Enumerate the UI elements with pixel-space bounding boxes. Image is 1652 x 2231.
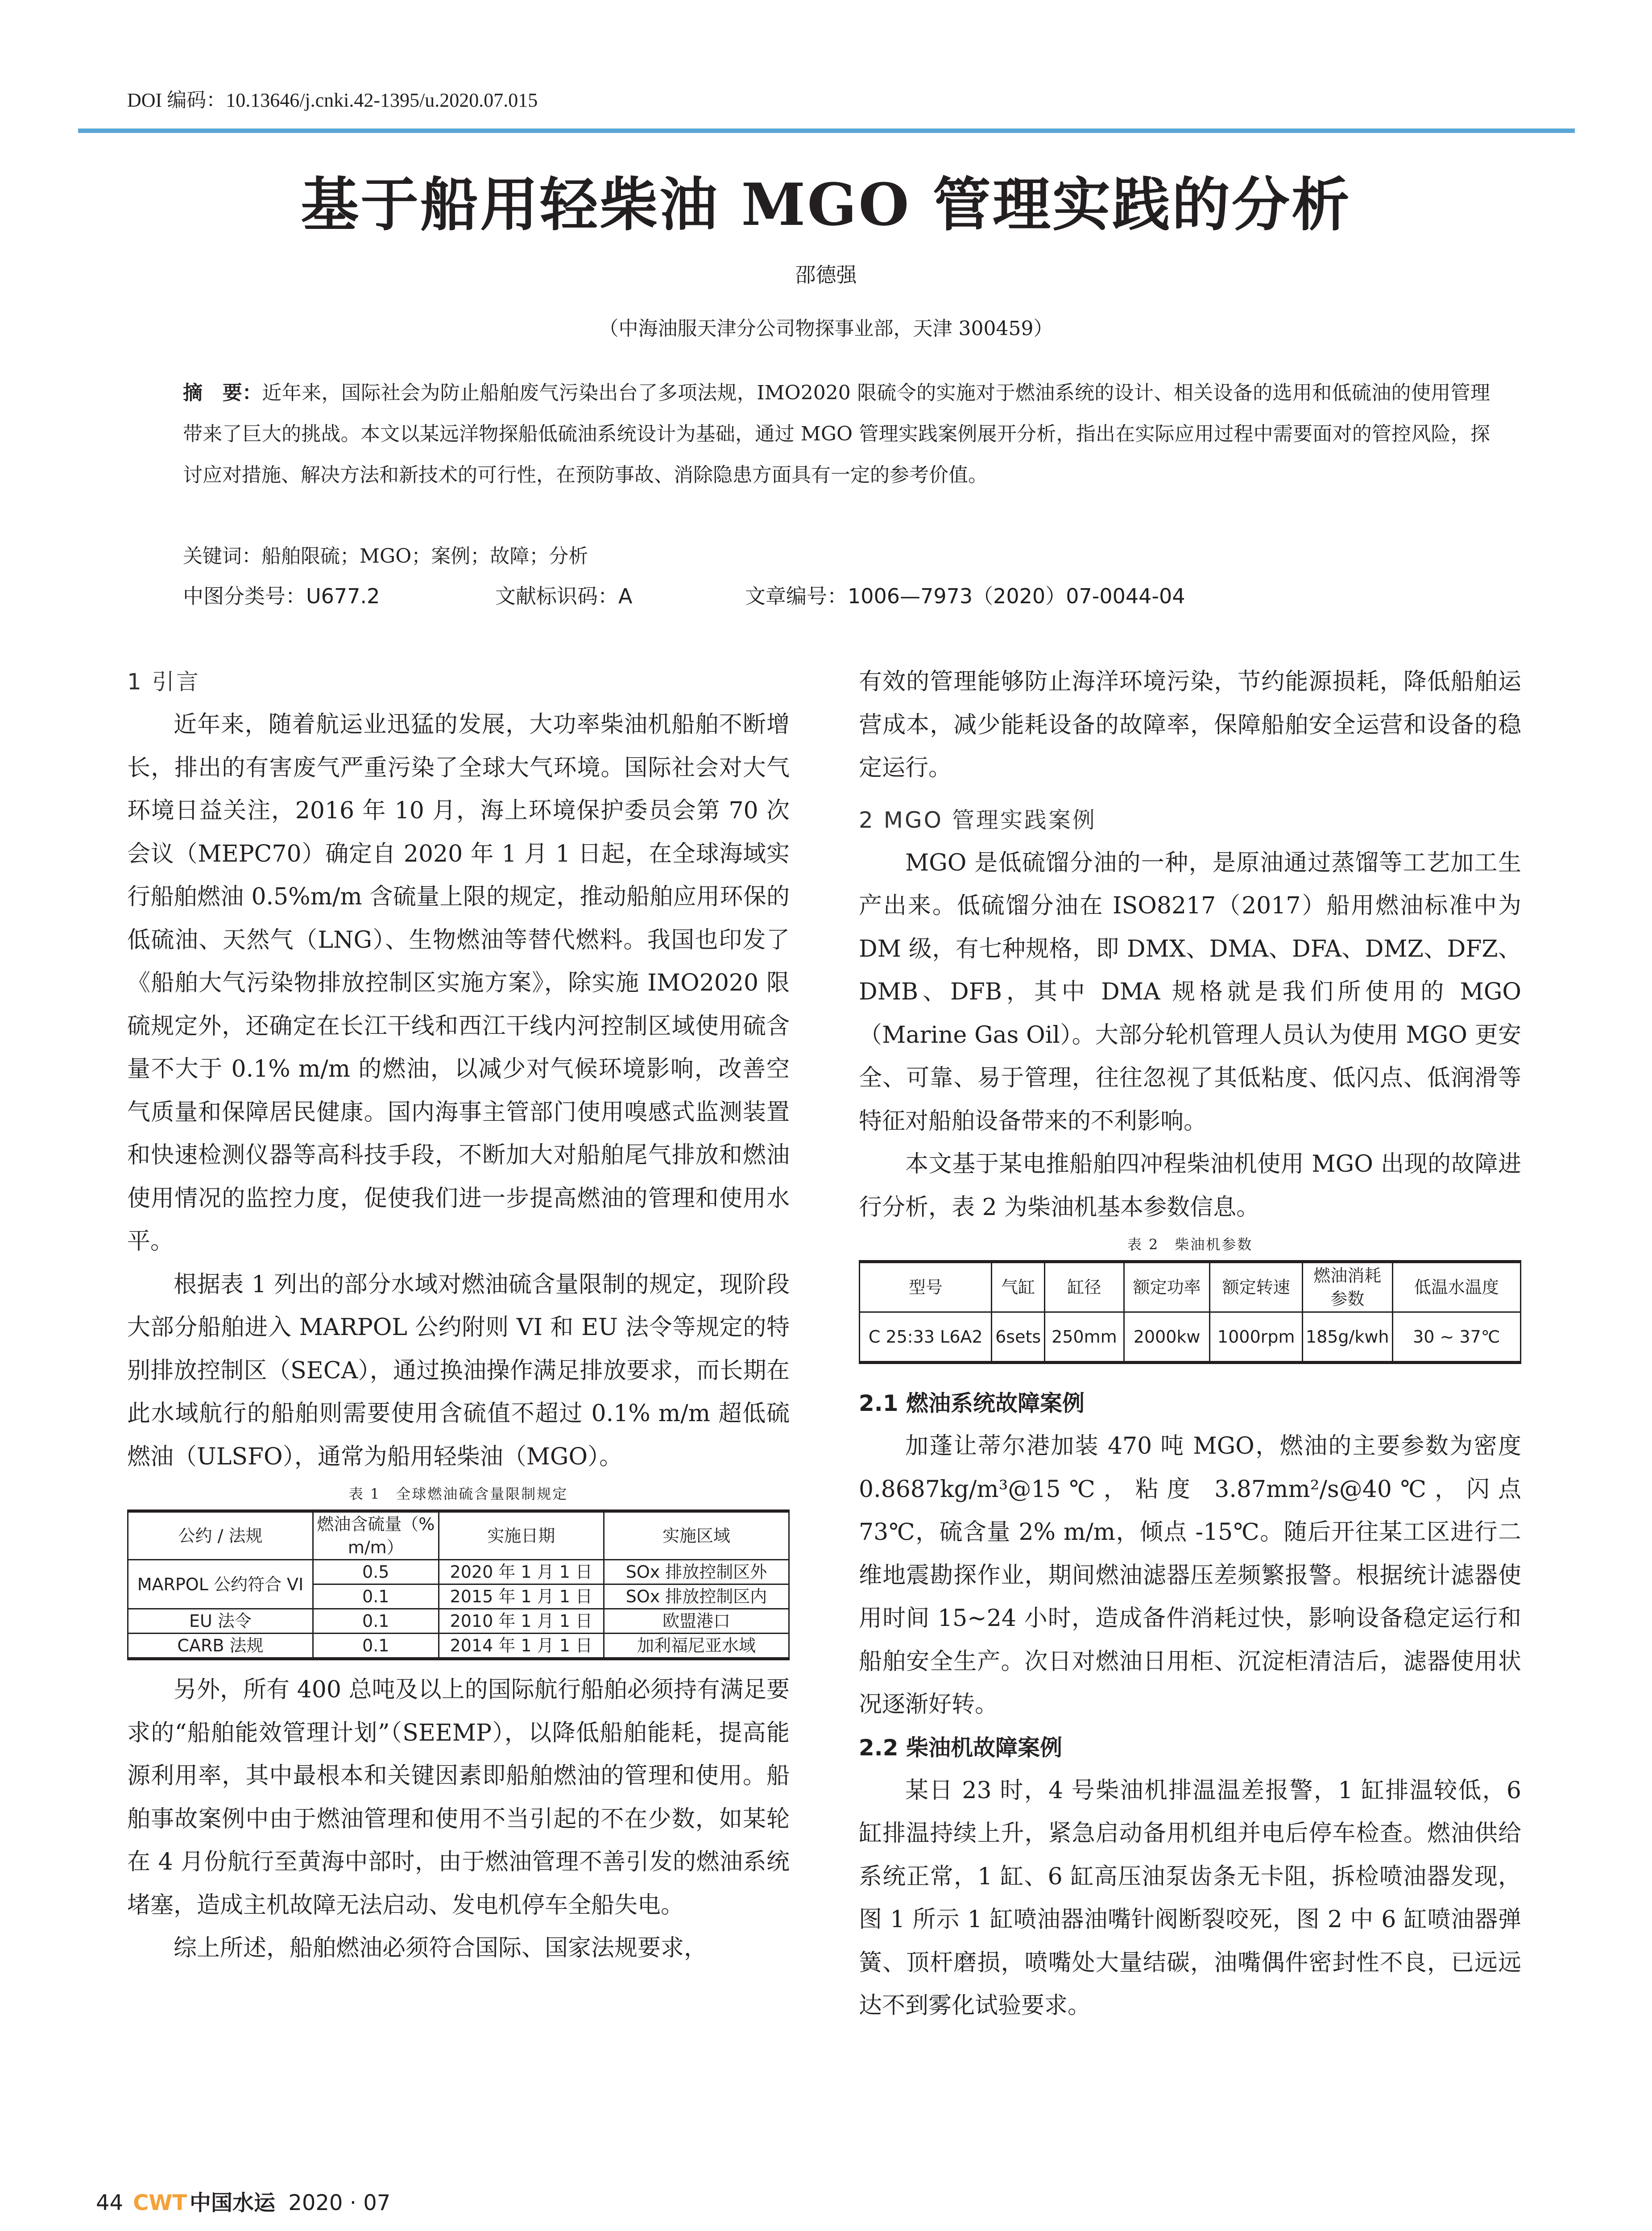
- table2-cell: 185g/kwh: [1302, 1312, 1392, 1363]
- table1-cell: 0.1: [313, 1634, 439, 1659]
- doi-line: DOI 编码：10.13646/j.cnki.42-1395/u.2020.07.015: [127, 89, 538, 111]
- table2-cell: 1000rpm: [1210, 1312, 1302, 1363]
- document-code: 文献标识码：A: [495, 584, 633, 608]
- table1-cell: EU 法令: [128, 1609, 313, 1634]
- section-heading-intro: 1 引言: [127, 669, 200, 695]
- table1-cell: 加利福尼亚水域: [604, 1634, 789, 1659]
- table2-cell: 6sets: [992, 1312, 1045, 1363]
- table2-header: 型号: [860, 1262, 992, 1312]
- section-heading-mgo: 2 MGO 管理实践案例: [859, 807, 1097, 833]
- table2-header: 额定功率: [1124, 1262, 1210, 1312]
- journal-logo-cwt: CWT: [133, 2190, 187, 2215]
- table1-cell: 2020 年 1 月 1 日: [439, 1560, 604, 1584]
- subsection-heading-engine: 2.2 柴油机故障案例: [859, 1734, 1062, 1761]
- journal-name: 中国水运: [190, 2190, 276, 2215]
- affiliation: （中海油服天津分公司物探事业部，天津 300459）: [599, 317, 1053, 340]
- intro-paragraph-1: 近年来，随着航运业迅猛的发展，大功率柴油机船舶不断增长，排出的有害废气严重污染了全球大气环境。国际社会对大气环境日益关注，2016 年 10 月，海上环境保护委员会第 70 次会议（MEPC70）确定自 2020 年 1 月 1 日起，在全球海域实行船舶燃油 0.5%m/m 含硫量上限的规定，推动船舶应用环保的低硫油、天然气（LNG）、生物燃油等替代燃料。我国也印发了《船舶大气污染物排放控制区实施方案》，除实施 IMO2020 限硫规定外，还确定在长江干线和西江干线内河控制区域使用硫含量不大于 0.1% m/m 的燃油，以减少对气候环境影响，改善空气质量和保障居民健康。国内海事主管部门使用嗅感式监测装置和快速检测仪器等高科技手段，不断加大对船舶尾气排放和燃油使用情况的监控力度，促使我们进一步提高燃油的管理和使用水平。: [127, 711, 790, 1255]
- table1-header: 实施日期: [439, 1511, 604, 1560]
- paper-title: 基于船用轻柴油 MGO 管理实践的分析: [301, 170, 1351, 239]
- table1-header: 燃油含硫量（% m/m）: [313, 1511, 439, 1560]
- table1-sulfur-limits: [127, 1509, 790, 1660]
- clc-number: 中图分类号：U677.2: [183, 584, 380, 608]
- table2-header: 缸径: [1044, 1262, 1124, 1312]
- table1-cell: SOx 排放控制区内: [604, 1584, 789, 1609]
- table1-cell: MARPOL 公约符合 VI: [128, 1560, 313, 1609]
- intro-paragraph-continued: 有效的管理能够防止海洋环境污染，节约能源损耗，降低船舶运营成本，减少能耗设备的故障率，保障船舶安全运营和设备的稳定运行。: [859, 668, 1521, 781]
- table2-cell: 250mm: [1044, 1312, 1124, 1363]
- journal-issue: 2020 · 07: [288, 2190, 391, 2215]
- table1-cell: CARB 法规: [128, 1634, 313, 1659]
- table2-engine-params: [859, 1260, 1521, 1364]
- right-column: [859, 660, 1521, 2028]
- table2-cell: C 25:33 L6A2: [860, 1312, 992, 1363]
- table1-cell: 0.1: [313, 1609, 439, 1634]
- keywords-label: 关键词：: [183, 545, 261, 568]
- subsection-heading-fuel-system: 2.1 燃油系统故障案例: [859, 1390, 1085, 1416]
- classification-meta: [183, 580, 1477, 610]
- header-rule: [78, 129, 1575, 133]
- author-name: 邵德强: [795, 263, 857, 287]
- table2-cell: 2000kw: [1124, 1312, 1210, 1363]
- left-column: [127, 660, 790, 1970]
- abstract-text: 近年来，国际社会为防止船舶废气污染出台了多项法规，IMO2020 限硫令的实施对于燃油系统的设计、相关设备的选用和低硫油的使用管理带来了巨大的挑战。本文以某远洋物探船低硫油系统设计为基础，通过 MGO 管理实践案例展开分析，指出在实际应用过程中需要面对的管控风险，探讨应对措施、解决方法和新技术的可行性，在预防事故、消除隐患方面具有一定的参考价值。: [183, 382, 1491, 486]
- table1-cell: 0.1: [313, 1584, 439, 1609]
- page-number: 44: [96, 2190, 124, 2215]
- intro-paragraph-4: 综上所述，船舶燃油必须符合国际、国家法规要求，: [174, 1935, 708, 1961]
- engine-paragraph: 某日 23 时，4 号柴油机排温温差报警，1 缸排温较低，6 缸排温持续上升，紧急启动备用机组并电后停车检查。燃油供给系统正常，1 缸、6 缸高压油泵齿条无卡阻，拆检喷油器发现，图 1 所示 1 缸喷油器油嘴针阀断裂咬死，图 2 中 6 缸喷油器弹簧、顶杆磨损，喷嘴处大量结碳，油嘴偶件密封性不良，已远远达不到雾化试验要求。: [859, 1777, 1521, 2019]
- table2-caption: 表 2 柴油机参数: [1127, 1236, 1253, 1253]
- keywords-text: 船舶限硫；MGO；案例；故障；分析: [261, 545, 588, 568]
- intro-paragraph-2: 根据表 1 列出的部分水域对燃油硫含量限制的规定，现阶段大部分船舶进入 MARPOL 公约附则 VI 和 EU 法令等规定的特别排放控制区（SECA），通过换油操作满足排放要求，而长期在此水域航行的船舶则需要使用含硫值不超过 0.1% m/m 超低硫燃油（ULSFO），通常为船用轻柴油（MGO）。: [127, 1271, 790, 1470]
- table2-header: 气缸: [992, 1262, 1045, 1312]
- table2-header: 额定转速: [1210, 1262, 1302, 1312]
- table2-header: 低温水温度: [1392, 1262, 1520, 1312]
- table2-cell: 30 ~ 37℃: [1392, 1312, 1520, 1363]
- page-footer: [96, 2185, 390, 2216]
- intro-paragraph-3: 另外，所有 400 总吨及以上的国际航行船舶必须持有满足要求的“船舶能效管理计划”（SEEMP），以降低船舶能耗，提高能源利用率，其中最根本和关键因素即船舶燃油的管理和使用。船舶事故案例中由于燃油管理和使用不当引起的不在少数，如某轮在 4 月份航行至黄海中部时，由于燃油管理不善引发的燃油系统堵塞，造成主机故障无法启动、发电机停车全船失电。: [127, 1676, 790, 1919]
- abstract-label: 摘 要：: [183, 382, 262, 404]
- mgo-paragraph-2: 本文基于某电推船舶四冲程柴油机使用 MGO 出现的故障进行分析，表 2 为柴油机基本参数信息。: [859, 1151, 1521, 1221]
- fuel-system-paragraph: 加蓬让蒂尔港加装 470 吨 MGO，燃油的主要参数为密度 0.8687kg/m³@15℃，粘度 3.87mm²/s@40℃，闪点 73℃，硫含量 2% m/m，倾点 -15℃。随后开往某工区进行二维地震勘探作业，期间燃油滤器压差频繁报警。根据统计滤器使用时间 15~24 小时，造成备件消耗过快，影响设备稳定运行和船舶安全生产。次日对燃油日用柜、沉淀柜清洁后，滤器使用状况逐渐好转。: [859, 1433, 1521, 1718]
- table1-cell: SOx 排放控制区外: [604, 1560, 789, 1584]
- table1-cell: 2010 年 1 月 1 日: [439, 1609, 604, 1634]
- abstract: [183, 373, 1490, 496]
- table1-cell: 2014 年 1 月 1 日: [439, 1634, 604, 1659]
- table1-header: 公约 / 法规: [128, 1511, 313, 1560]
- keywords: [183, 540, 588, 568]
- table1-cell: 欧盟港口: [604, 1609, 789, 1634]
- table1-caption: 表 1 全球燃油硫含量限制规定: [348, 1485, 568, 1502]
- table1-header: 实施区域: [604, 1511, 789, 1560]
- table2-header: 燃油消耗参数: [1302, 1262, 1392, 1312]
- table1-cell: 2015 年 1 月 1 日: [439, 1584, 604, 1609]
- mgo-paragraph-1: MGO 是低硫馏分油的一种，是原油通过蒸馏等工艺加工生产出来。低硫馏分油在 ISO8217（2017）船用燃油标准中为 DM 级，有七种规格，即 DMX、DMA、DFA、DMZ、DFZ、DMB、DFB，其中 DMA 规格就是我们所使用的 MGO（Marine Gas Oil）。大部分轮机管理人员认为使用 MGO 更安全、可靠、易于管理，往往忽视了其低粘度、低闪点、低润滑等特征对船舶设备带来的不利影响。: [859, 849, 1521, 1135]
- article-number: 文章编号：1006—7973（2020）07-0044-04: [745, 584, 1185, 608]
- table1-cell: 0.5: [313, 1560, 439, 1584]
